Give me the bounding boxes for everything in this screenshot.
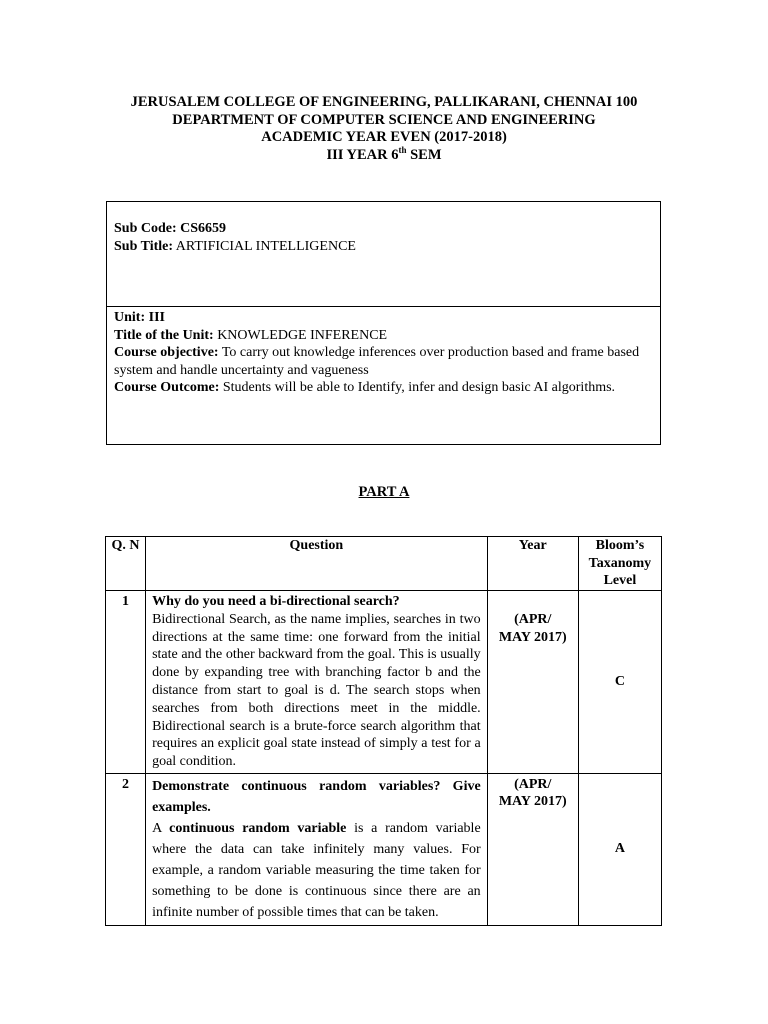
department-name: DEPARTMENT OF COMPUTER SCIENCE AND ENGINEERING bbox=[172, 111, 596, 128]
question-answer bbox=[152, 818, 481, 923]
year-line-2: MAY 2017) bbox=[498, 794, 567, 810]
unit-title-value: KNOWLEDGE INFERENCE bbox=[213, 327, 388, 343]
course-outcome bbox=[114, 379, 653, 397]
bloom-level: C bbox=[578, 591, 661, 774]
course-objective-label: Course objective: bbox=[114, 345, 219, 360]
year-line-2: MAY 2017) bbox=[498, 629, 567, 645]
header-qn: Q. N bbox=[106, 537, 146, 591]
question-cell bbox=[146, 591, 488, 774]
question-number: 1 bbox=[106, 591, 146, 774]
subject-code-value: CS6659 bbox=[176, 221, 227, 236]
subject-title-value: ARTIFICIAL INTELLIGENCE bbox=[173, 238, 356, 254]
course-outcome-label: Course Outcome: bbox=[114, 380, 220, 395]
header-year: Year bbox=[487, 537, 578, 591]
year-semester bbox=[0, 144, 768, 165]
academic-year: ACADEMIC YEAR EVEN (2017-2018) bbox=[261, 129, 507, 145]
course-objective-value: To carry out knowledge inferences over production based and frame based system and handle uncertainty and vagueness bbox=[114, 345, 640, 378]
header-bloom: Bloom’s Taxanomy Level bbox=[578, 537, 661, 591]
question-cell bbox=[146, 773, 488, 925]
question-number: 2 bbox=[106, 773, 146, 925]
unit-label: Unit: bbox=[114, 310, 146, 325]
year-semester-suffix: SEM bbox=[406, 146, 442, 163]
course-objective bbox=[114, 344, 653, 379]
question-table bbox=[105, 536, 662, 926]
subject-title bbox=[114, 238, 653, 256]
table-row bbox=[106, 773, 662, 925]
answer-prefix: A bbox=[152, 820, 170, 836]
answer-suffix: is a random variable where the data can take infinitely many values. For example, a random variable measuring the time taken for something to be done is continuous since there are an infinite number of possible times that can be taken. bbox=[152, 820, 481, 920]
year-semester-prefix: III YEAR 6 bbox=[326, 146, 399, 163]
table-header-row bbox=[106, 537, 662, 591]
question-title: Why do you need a bi-directional search? bbox=[152, 594, 400, 609]
question-title: Demonstrate continuous random variables? Give examples. bbox=[152, 778, 481, 815]
unit-value: III bbox=[145, 310, 165, 325]
subject-code bbox=[114, 220, 653, 238]
answer-bold-term: continuous random variable bbox=[169, 820, 347, 836]
college-name: JERUSALEM COLLEGE OF ENGINEERING, PALLIKARANI, CHENNAI 100 bbox=[130, 94, 638, 110]
unit-number bbox=[114, 309, 653, 327]
unit-title-label: Title of the Unit: bbox=[114, 327, 214, 343]
year-cell bbox=[487, 591, 578, 774]
subject-section bbox=[107, 202, 660, 307]
course-outcome-value: Students will be able to Identify, infer and design basic AI algorithms. bbox=[219, 380, 616, 395]
unit-title bbox=[114, 327, 653, 345]
year-semester-sup: th bbox=[398, 144, 407, 155]
year-line-1: (APR/ bbox=[514, 776, 552, 792]
year-line-1: (APR/ bbox=[514, 612, 552, 627]
course-info-box bbox=[106, 201, 661, 445]
subject-title-label: Sub Title: bbox=[114, 238, 174, 254]
bloom-level: A bbox=[578, 773, 661, 925]
part-title: PART A bbox=[358, 484, 410, 500]
header-question: Question bbox=[146, 537, 488, 591]
subject-code-label: Sub Code: bbox=[114, 221, 177, 236]
year-cell bbox=[487, 773, 578, 925]
unit-section bbox=[107, 307, 660, 397]
document-header bbox=[0, 94, 768, 164]
table-row bbox=[106, 591, 662, 774]
question-answer: Bidirectional Search, as the name implies, searches in two directions at the same time: one forward from the initial state and the other backward from the goal. This is usually done by expanding tree with branching factor b and the distance from start to goal is d. The search stops when searches from both directions meet in the middle. Bidirectional search is a brute-force search algorithm that requires an explicit goal state instead of simply a test for a goal condition. bbox=[152, 611, 481, 770]
